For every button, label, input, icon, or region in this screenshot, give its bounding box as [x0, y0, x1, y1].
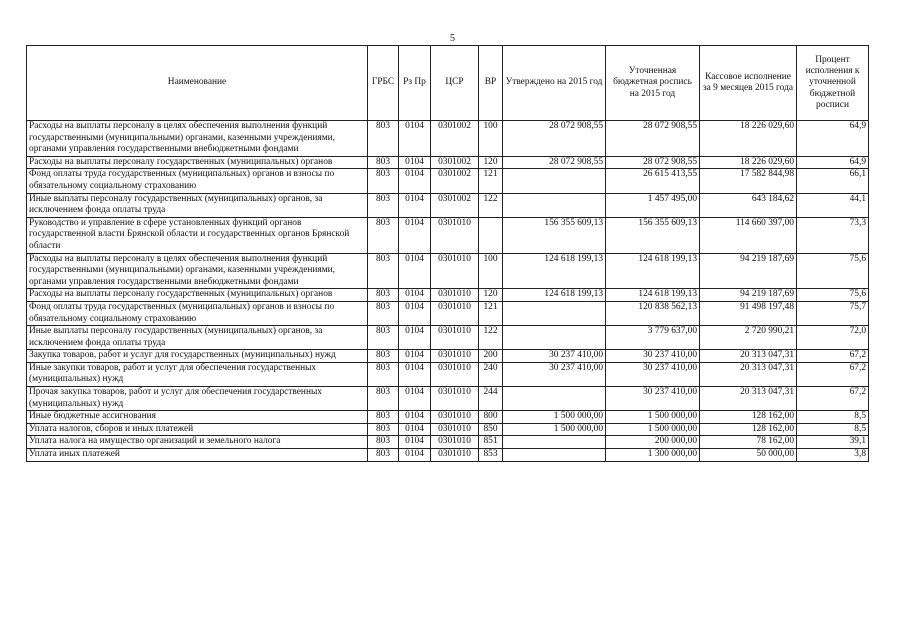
cell-refined: 28 072 908,55 [606, 121, 700, 157]
cell-cash: 643 184,62 [700, 193, 797, 217]
header-percent: Процент исполнения к уточненной бюджетной росписи [797, 46, 869, 121]
cell-name: Закупка товаров, работ и услуг для государственных (муниципальных) нужд [27, 350, 368, 363]
cell-name: Иные выплаты персоналу государственных (муниципальных) органов, за исключением фонда оплаты труда [27, 326, 368, 350]
cell-percent: 66,1 [797, 169, 869, 193]
cell-vr: 122 [479, 326, 503, 350]
cell-csr: 0301002 [431, 169, 479, 193]
cell-csr: 0301010 [431, 301, 479, 325]
cell-csr: 0301010 [431, 449, 479, 462]
cell-csr: 0301010 [431, 350, 479, 363]
cell-grbs: 803 [368, 217, 399, 253]
cell-percent: 3,8 [797, 449, 869, 462]
cell-refined: 1 500 000,00 [606, 423, 700, 436]
cell-grbs: 803 [368, 362, 399, 386]
cell-refined: 30 237 410,00 [606, 362, 700, 386]
cell-rzpr: 0104 [399, 350, 431, 363]
header-rzpr: Рз Пр [399, 46, 431, 121]
cell-rzpr: 0104 [399, 156, 431, 169]
cell-approved: 30 237 410,00 [503, 362, 606, 386]
cell-rzpr: 0104 [399, 193, 431, 217]
cell-rzpr: 0104 [399, 121, 431, 157]
cell-name: Расходы на выплаты персоналу в целях обеспечения выполнения функций государственными (муниципальными) органами, казенными учреждениями, органами управления государственными внебюджетными фондами [27, 253, 368, 289]
cell-grbs: 803 [368, 156, 399, 169]
cell-cash: 20 313 047,31 [700, 350, 797, 363]
cell-approved [503, 169, 606, 193]
header-refined: Уточненная бюджетная роспись на 2015 год [606, 46, 700, 121]
cell-grbs: 803 [368, 326, 399, 350]
cell-vr: 121 [479, 169, 503, 193]
table-row [27, 326, 869, 350]
cell-csr: 0301010 [431, 411, 479, 424]
cell-approved [503, 326, 606, 350]
cell-csr: 0301010 [431, 387, 479, 411]
cell-grbs: 803 [368, 169, 399, 193]
table-row [27, 253, 869, 289]
cell-cash: 20 313 047,31 [700, 387, 797, 411]
cell-refined: 26 615 413,55 [606, 169, 700, 193]
table-row [27, 121, 869, 157]
cell-rzpr: 0104 [399, 301, 431, 325]
cell-refined: 1 300 000,00 [606, 449, 700, 462]
cell-rzpr: 0104 [399, 169, 431, 193]
cell-rzpr: 0104 [399, 436, 431, 449]
cell-refined: 1 457 495,00 [606, 193, 700, 217]
header-approved: Утверждено на 2015 год [503, 46, 606, 121]
cell-csr: 0301010 [431, 253, 479, 289]
cell-name: Иные выплаты персоналу государственных (муниципальных) органов, за исключением фонда оплаты труда [27, 193, 368, 217]
cell-cash: 20 313 047,31 [700, 362, 797, 386]
cell-name: Расходы на выплаты персоналу государственных (муниципальных) органов [27, 289, 368, 302]
cell-name: Фонд оплаты труда государственных (муниципальных) органов и взносы по обязательному социальному страхованию [27, 301, 368, 325]
cell-name: Прочая закупка товаров, работ и услуг для обеспечения государственных (муниципальных) нужд [27, 387, 368, 411]
cell-approved: 124 618 199,13 [503, 289, 606, 302]
header-grbs: ГРБС [368, 46, 399, 121]
cell-csr: 0301002 [431, 156, 479, 169]
cell-vr: 240 [479, 362, 503, 386]
table-row [27, 289, 869, 302]
cell-vr: 121 [479, 301, 503, 325]
cell-cash: 17 582 844,98 [700, 169, 797, 193]
cell-rzpr: 0104 [399, 449, 431, 462]
cell-cash: 114 660 397,00 [700, 217, 797, 253]
cell-approved [503, 193, 606, 217]
cell-refined: 120 838 562,13 [606, 301, 700, 325]
cell-approved: 28 072 908,55 [503, 121, 606, 157]
cell-rzpr: 0104 [399, 362, 431, 386]
cell-percent: 8,5 [797, 411, 869, 424]
cell-vr: 800 [479, 411, 503, 424]
cell-grbs: 803 [368, 436, 399, 449]
table-row [27, 193, 869, 217]
table-row [27, 301, 869, 325]
cell-vr: 244 [479, 387, 503, 411]
cell-approved [503, 436, 606, 449]
cell-refined: 28 072 908,55 [606, 156, 700, 169]
header-cash: Кассовое исполнение за 9 месяцев 2015 года [700, 46, 797, 121]
cell-approved [503, 387, 606, 411]
cell-rzpr: 0104 [399, 289, 431, 302]
cell-vr: 122 [479, 193, 503, 217]
cell-cash: 91 498 197,48 [700, 301, 797, 325]
cell-name: Уплата налогов, сборов и иных платежей [27, 423, 368, 436]
cell-csr: 0301010 [431, 289, 479, 302]
cell-refined: 156 355 609,13 [606, 217, 700, 253]
table-body [27, 121, 869, 462]
cell-refined: 30 237 410,00 [606, 350, 700, 363]
cell-refined: 124 618 199,13 [606, 289, 700, 302]
cell-rzpr: 0104 [399, 217, 431, 253]
table-row [27, 449, 869, 462]
cell-name: Расходы на выплаты персоналу государственных (муниципальных) органов [27, 156, 368, 169]
cell-grbs: 803 [368, 289, 399, 302]
cell-percent: 64,9 [797, 121, 869, 157]
header-csr: ЦСР [431, 46, 479, 121]
cell-rzpr: 0104 [399, 411, 431, 424]
cell-csr: 0301010 [431, 217, 479, 253]
cell-grbs: 803 [368, 387, 399, 411]
cell-grbs: 803 [368, 253, 399, 289]
cell-csr: 0301002 [431, 121, 479, 157]
cell-percent: 39,1 [797, 436, 869, 449]
cell-approved: 1 500 000,00 [503, 423, 606, 436]
cell-approved [503, 301, 606, 325]
cell-name: Иные закупки товаров, работ и услуг для обеспечения государственных (муниципальных) нужд [27, 362, 368, 386]
table-row [27, 423, 869, 436]
page-number: 5 [450, 33, 455, 44]
cell-grbs: 803 [368, 121, 399, 157]
cell-refined: 200 000,00 [606, 436, 700, 449]
cell-name: Уплата налога на имущество организаций и земельного налога [27, 436, 368, 449]
cell-percent: 72,0 [797, 326, 869, 350]
cell-approved: 156 355 609,13 [503, 217, 606, 253]
cell-vr: 120 [479, 156, 503, 169]
cell-grbs: 803 [368, 449, 399, 462]
cell-grbs: 803 [368, 423, 399, 436]
budget-execution-table [26, 45, 869, 462]
cell-cash: 18 226 029,60 [700, 121, 797, 157]
cell-csr: 0301010 [431, 423, 479, 436]
cell-percent: 67,2 [797, 350, 869, 363]
cell-vr [479, 217, 503, 253]
cell-approved: 124 618 199,13 [503, 253, 606, 289]
cell-name: Руководство и управление в сфере установленных функций органов государственной власти Брянской области и государственных органов Брянской области [27, 217, 368, 253]
cell-approved: 1 500 000,00 [503, 411, 606, 424]
cell-rzpr: 0104 [399, 423, 431, 436]
cell-name: Фонд оплаты труда государственных (муниципальных) органов и взносы по обязательному социальному страхованию [27, 169, 368, 193]
table-row [27, 436, 869, 449]
cell-percent: 8,5 [797, 423, 869, 436]
table-row [27, 350, 869, 363]
cell-cash: 2 720 990,21 [700, 326, 797, 350]
cell-percent: 75,6 [797, 253, 869, 289]
cell-vr: 120 [479, 289, 503, 302]
cell-cash: 128 162,00 [700, 411, 797, 424]
cell-csr: 0301002 [431, 193, 479, 217]
table-row [27, 411, 869, 424]
header-name: Наименование [27, 46, 368, 121]
cell-approved: 30 237 410,00 [503, 350, 606, 363]
cell-percent: 64,9 [797, 156, 869, 169]
cell-grbs: 803 [368, 193, 399, 217]
table-row [27, 387, 869, 411]
cell-rzpr: 0104 [399, 253, 431, 289]
cell-refined: 1 500 000,00 [606, 411, 700, 424]
table-row [27, 169, 869, 193]
cell-rzpr: 0104 [399, 387, 431, 411]
cell-grbs: 803 [368, 301, 399, 325]
cell-percent: 44,1 [797, 193, 869, 217]
cell-percent: 75,6 [797, 289, 869, 302]
table-row [27, 362, 869, 386]
cell-refined: 124 618 199,13 [606, 253, 700, 289]
cell-grbs: 803 [368, 411, 399, 424]
table-row [27, 217, 869, 253]
cell-cash: 94 219 187,69 [700, 289, 797, 302]
cell-percent: 73,3 [797, 217, 869, 253]
header-vr: ВР [479, 46, 503, 121]
cell-percent: 67,2 [797, 362, 869, 386]
cell-vr: 850 [479, 423, 503, 436]
cell-percent: 75,7 [797, 301, 869, 325]
cell-grbs: 803 [368, 350, 399, 363]
cell-csr: 0301010 [431, 326, 479, 350]
cell-name: Уплата иных платежей [27, 449, 368, 462]
cell-cash: 50 000,00 [700, 449, 797, 462]
cell-percent: 67,2 [797, 387, 869, 411]
cell-approved [503, 449, 606, 462]
table-row [27, 156, 869, 169]
cell-vr: 200 [479, 350, 503, 363]
cell-cash: 94 219 187,69 [700, 253, 797, 289]
cell-vr: 100 [479, 253, 503, 289]
cell-vr: 853 [479, 449, 503, 462]
cell-name: Расходы на выплаты персоналу в целях обеспечения выполнения функций государственными (муниципальными) органами, казенными учреждениями, органами управления государственными внебюджетными фондами [27, 121, 368, 157]
cell-vr: 100 [479, 121, 503, 157]
table-header-row [27, 46, 869, 121]
cell-vr: 851 [479, 436, 503, 449]
cell-refined: 30 237 410,00 [606, 387, 700, 411]
cell-cash: 78 162,00 [700, 436, 797, 449]
cell-approved: 28 072 908,55 [503, 156, 606, 169]
cell-csr: 0301010 [431, 362, 479, 386]
cell-refined: 3 779 637,00 [606, 326, 700, 350]
cell-name: Иные бюджетные ассигнования [27, 411, 368, 424]
cell-cash: 128 162,00 [700, 423, 797, 436]
cell-csr: 0301010 [431, 436, 479, 449]
cell-rzpr: 0104 [399, 326, 431, 350]
cell-cash: 18 226 029,60 [700, 156, 797, 169]
